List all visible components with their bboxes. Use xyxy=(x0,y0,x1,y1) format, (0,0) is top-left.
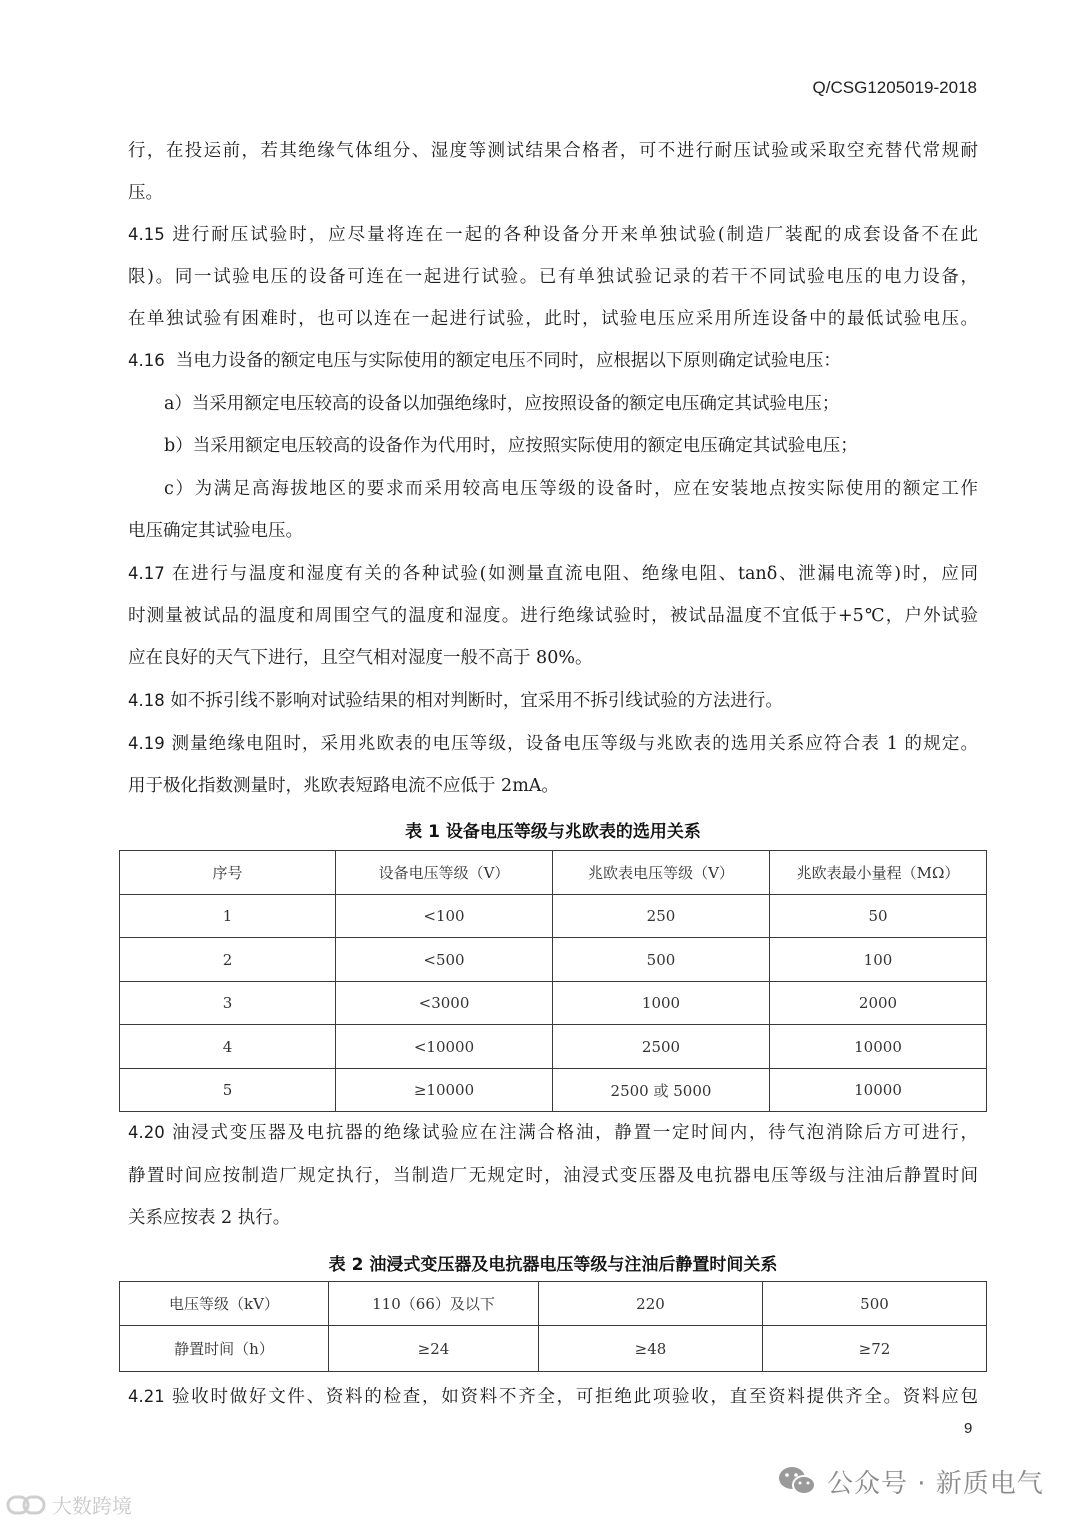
table-cell: <500 xyxy=(336,938,553,982)
paragraph-line: 关系应按表 2 执行。 xyxy=(128,1208,291,1228)
clause-4-15 xyxy=(128,222,978,248)
table-cell: 50 xyxy=(770,895,987,938)
clause-4-19 xyxy=(128,731,978,757)
table-cell: ≥10000 xyxy=(336,1069,553,1112)
table-cell: 100 xyxy=(770,938,987,982)
table-row xyxy=(120,1025,987,1069)
wechat-watermark xyxy=(777,1458,1044,1504)
clause-text: 验收时做好文件、资料的检查，如资料不齐全，可拒绝此项验收，直至资料提供齐全。资料应包 xyxy=(172,1387,978,1407)
header-cell: 兆欧表最小量程（MΩ） xyxy=(770,851,987,895)
wechat-account-text: 公众号 · 新质电气 xyxy=(827,1468,1044,1499)
list-item-c: c）为满足高海拔地区的要求而采用较高电压等级的设备时，应在安装地点按实际使用的额定工作 xyxy=(164,479,978,499)
clause-text: 测量绝缘电阻时，采用兆欧表的电压等级，设备电压等级与兆欧表的选用关系应符合表 1 的规定。 xyxy=(171,734,978,754)
table-cell: <10000 xyxy=(336,1025,553,1069)
table-cell: 1 xyxy=(120,895,336,938)
clause-number: 4.16 xyxy=(128,351,165,370)
table-cell: ≥24 xyxy=(329,1326,539,1372)
link-logo-icon xyxy=(6,1492,48,1518)
table-1 xyxy=(119,850,987,1112)
table-row xyxy=(120,938,987,982)
list-item-a: a）当采用额定电压较高的设备以加强绝缘时，应按照设备的额定电压确定其试验电压； xyxy=(164,394,840,414)
table-cell: 1000 xyxy=(553,982,770,1025)
clause-number: 4.15 xyxy=(128,225,165,244)
paragraph-line: 行，在投运前，若其绝缘气体组分、湿度等测试结果合格者，可不进行耐压试验或采取空充替代常规耐 xyxy=(128,141,978,161)
page-number: 9 xyxy=(964,1420,973,1437)
header-cell: 兆欧表电压等级（V） xyxy=(553,851,770,895)
table-row xyxy=(120,1282,987,1326)
clause-text: 油浸式变压器及电抗器的绝缘试验应在注满合格油，静置一定时间内，待气泡消除后方可进行， xyxy=(172,1123,978,1143)
clause-number: 4.18 xyxy=(128,691,165,710)
clause-number: 4.17 xyxy=(128,564,165,583)
paragraph-line: 在单独试验有困难时，也可以连在一起进行试验，此时，试验电压应采用所连设备中的最低试验电压。 xyxy=(128,309,978,329)
table-cell: 3 xyxy=(120,982,336,1025)
table-row xyxy=(120,895,987,938)
table-cell: 2000 xyxy=(770,982,987,1025)
table-cell: 电压等级（kV） xyxy=(120,1282,329,1326)
header-cell: 设备电压等级（V） xyxy=(336,851,553,895)
clause-4-16 xyxy=(128,348,978,374)
clause-text: 进行耐压试验时，应尽量将连在一起的各种设备分开来单独试验(制造厂装配的成套设备不在此 xyxy=(172,225,978,245)
list-item-b: b）当采用额定电压较高的设备作为代用时，应按照实际使用的额定电压确定其试验电压； xyxy=(164,436,858,456)
source-watermark xyxy=(6,1490,132,1519)
table-cell: 2500 xyxy=(553,1025,770,1069)
table-cell: 4 xyxy=(120,1025,336,1069)
table-cell: 10000 xyxy=(770,1025,987,1069)
table-cell: 220 xyxy=(539,1282,763,1326)
table-row xyxy=(120,982,987,1025)
table-1-caption: 表 1 设备电压等级与兆欧表的选用关系 xyxy=(405,822,701,842)
source-watermark-text: 大数跨境 xyxy=(52,1494,132,1518)
table-cell: 5 xyxy=(120,1069,336,1112)
paragraph-line: 限)。同一试验电压的设备可连在一起进行试验。已有单独试验记录的若干不同试验电压的电力设备， xyxy=(128,267,978,287)
paragraph-line: 静置时间应按制造厂规定执行，当制造厂无规定时，油浸式变压器及电抗器电压等级与注油后静置时间 xyxy=(128,1166,978,1186)
table-cell: <100 xyxy=(336,895,553,938)
paragraph-line: 时测量被试品的温度和周围空气的温度和湿度。进行绝缘试验时，被试品温度不宜低于+5℃，户外试验 xyxy=(128,606,978,626)
table-2-caption: 表 2 油浸式变压器及电抗器电压等级与注油后静置时间关系 xyxy=(328,1255,778,1275)
header-cell: 序号 xyxy=(120,851,336,895)
clause-number: 4.21 xyxy=(128,1387,165,1406)
table-cell: ≥72 xyxy=(763,1326,987,1372)
clause-4-21 xyxy=(128,1384,978,1410)
table-cell: ≥48 xyxy=(539,1326,763,1372)
clause-text: 在进行与温度和湿度有关的各种试验(如测量直流电阻、绝缘电阻、tanδ、泄漏电流等)时，应同 xyxy=(172,564,978,584)
wechat-icon xyxy=(777,1464,817,1498)
clause-number: 4.20 xyxy=(128,1123,165,1142)
clause-text: 当电力设备的额定电压与实际使用的额定电压不同时，应根据以下原则确定试验电压： xyxy=(175,351,841,371)
clause-4-18 xyxy=(128,688,978,714)
clause-number: 4.19 xyxy=(128,734,165,753)
paragraph-line: 压。 xyxy=(128,183,163,203)
standard-code: Q/CSG1205019-2018 xyxy=(812,78,977,97)
table-cell: 500 xyxy=(553,938,770,982)
paragraph-line: 电压确定其试验电压。 xyxy=(128,521,303,541)
paragraph-line: 应在良好的天气下进行，且空气相对湿度一般不高于 80%。 xyxy=(128,648,593,668)
paragraph-line: 用于极化指数测量时，兆欧表短路电流不应低于 2mA。 xyxy=(128,776,559,796)
table-cell: <3000 xyxy=(336,982,553,1025)
table-cell: 2 xyxy=(120,938,336,982)
table-cell: 110（66）及以下 xyxy=(329,1282,539,1326)
table-cell: 静置时间（h） xyxy=(120,1326,329,1372)
table-cell: 250 xyxy=(553,895,770,938)
clause-4-17 xyxy=(128,561,978,587)
table-cell: 2500 或 5000 xyxy=(553,1069,770,1112)
table-cell: 10000 xyxy=(770,1069,987,1112)
table-cell: 500 xyxy=(763,1282,987,1326)
table-row xyxy=(120,1069,987,1112)
clause-4-20 xyxy=(128,1120,978,1146)
table-row xyxy=(120,1326,987,1372)
table-2 xyxy=(119,1281,987,1372)
clause-text: 如不拆引线不影响对试验结果的相对判断时，宜采用不拆引线试验的方法进行。 xyxy=(170,691,783,711)
table-header-row xyxy=(120,851,987,895)
